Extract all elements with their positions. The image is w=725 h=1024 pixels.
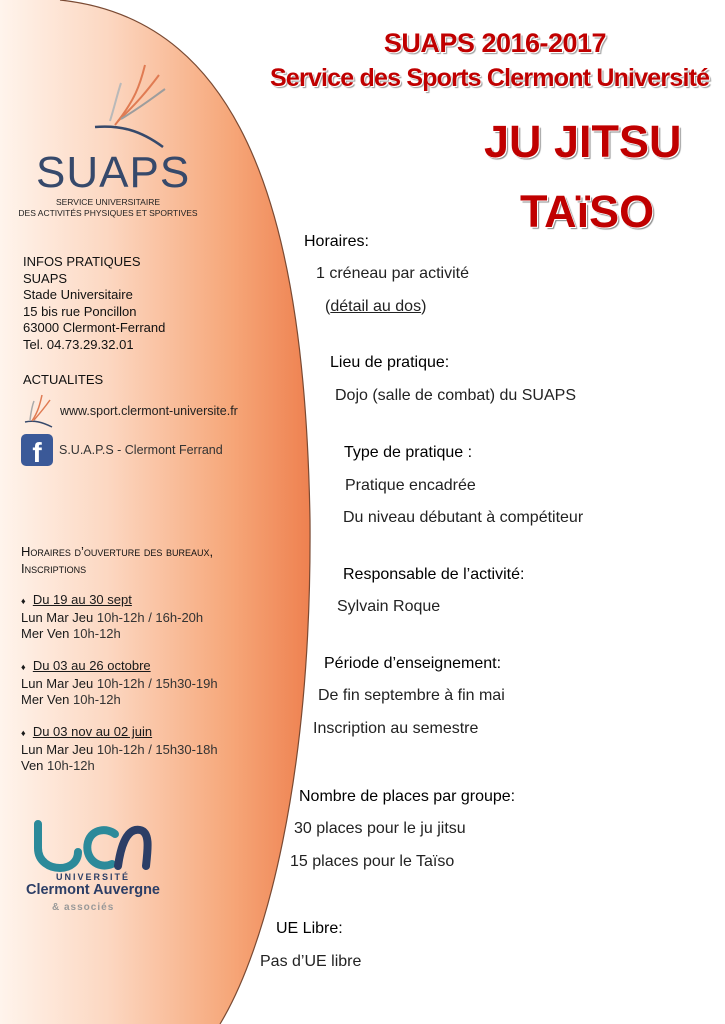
infos-block [23, 254, 165, 353]
type-line2: Du niveau débutant à compétiteur [343, 509, 584, 526]
paren-close: ) [421, 298, 427, 315]
horaires-label: Horaires: [304, 233, 369, 250]
period-hours: 10h-12h [73, 626, 121, 641]
responsable-label: Responsable de l’activité: [343, 566, 525, 583]
suaps-subtitle-line1: SERVICE UNIVERSITAIRE [55, 197, 161, 207]
infos-line: Tel. 04.73.29.32.01 [23, 336, 134, 352]
period-days: Lun Mar Jeu [21, 609, 94, 625]
periode-line1: De fin septembre à fin mai [318, 687, 505, 704]
places-line1: 30 places pour le ju jitsu [294, 820, 466, 837]
facebook-icon[interactable]: f [21, 434, 53, 466]
suaps-logo-text: SUAPS [36, 148, 191, 197]
activity-title-jujitsu: JU JITSU [484, 116, 682, 167]
horaires-heading-line2: Inscriptions [21, 560, 87, 576]
suaps-subtitle-line2: DES ACTIVITÉS PHYSIQUES ET SPORTIVES [18, 208, 198, 218]
periode-label: Période d’enseignement: [324, 655, 502, 672]
facebook-link[interactable]: S.U.A.P.S - Clermont Ferrand [59, 443, 223, 457]
horaires-bureaux-heading [21, 544, 213, 577]
uca-line1: UNIVERSITÉ [55, 872, 130, 882]
period-hours: 10h-12h / 15h30-18h [96, 741, 218, 757]
places-line2: 15 places pour le Taïso [290, 853, 455, 870]
diamond-bullet-icon: ♦ [21, 662, 26, 672]
periode-line2: Inscription au semestre [313, 720, 479, 737]
uca-line3: & associés [52, 902, 115, 913]
period-hours: 10h-12h / 15h30-19h [96, 675, 218, 691]
uca-line2: Clermont Auvergne [25, 882, 160, 898]
suaps-logo-icon [85, 55, 180, 150]
type-line1: Pratique encadrée [345, 477, 476, 494]
horaires-heading-line1: Horaires d’ouverture des bureaux, [21, 544, 214, 559]
period-hours: 10h-12h [47, 758, 95, 773]
uca-logo-icon [30, 818, 155, 873]
lieu-value: Dojo (salle de combat) du SUAPS [335, 387, 576, 404]
period-title: Du 03 nov au 02 juin [32, 724, 153, 739]
suaps-logo-subtitle [18, 197, 198, 219]
detail-au-dos-link[interactable]: détail au dos [330, 298, 422, 315]
diamond-bullet-icon: ♦ [21, 728, 26, 738]
infos-line: SUAPS [23, 270, 68, 286]
horaires-line1: 1 créneau par activité [316, 265, 469, 282]
paren-open: ( [325, 298, 331, 315]
period-days: Mer Ven [21, 692, 70, 707]
infos-heading: INFOS PRATIQUES [23, 254, 141, 269]
type-label-text: Type de pratique [344, 444, 464, 461]
period-title: Du 03 au 26 octobre [32, 658, 151, 673]
places-label: Nombre de places par groupe: [299, 788, 516, 805]
header-title-line1: SUAPS 2016-2017 [383, 28, 607, 58]
responsable-value: Sylvain Roque [337, 598, 441, 615]
period-days: Mer Ven [21, 626, 70, 641]
type-label [344, 444, 472, 462]
period-days: Lun Mar Jeu [21, 675, 94, 691]
period-title: Du 19 au 30 sept [32, 592, 132, 607]
website-link[interactable]: www.sport.clermont-universite.fr [60, 404, 238, 418]
period-block [21, 724, 218, 775]
activity-title-taiso: TAïSO [520, 186, 655, 237]
period-block [21, 592, 203, 643]
infos-line: 63000 Clermont-Ferrand [23, 320, 166, 335]
period-hours: 10h-12h / 16h-20h [96, 609, 204, 625]
ue-value: Pas d’UE libre [260, 953, 362, 970]
header-title-line2: Service des Sports Clermont Université [270, 64, 710, 92]
diamond-bullet-icon: ♦ [21, 596, 26, 606]
type-label-colon: : [463, 444, 473, 461]
infos-line: Stade Universitaire [23, 287, 133, 302]
period-block [21, 658, 218, 709]
suaps-small-logo-icon [22, 392, 56, 428]
infos-line: 15 bis rue Poncillon [23, 303, 137, 319]
horaires-line2 [325, 298, 426, 316]
period-hours: 10h-12h [73, 692, 121, 707]
period-days: Lun Mar Jeu [21, 741, 94, 757]
period-days: Ven [21, 758, 44, 773]
ue-label: UE Libre: [276, 920, 343, 937]
actualites-heading: ACTUALITES [23, 372, 104, 387]
lieu-label: Lieu de pratique: [330, 354, 450, 371]
